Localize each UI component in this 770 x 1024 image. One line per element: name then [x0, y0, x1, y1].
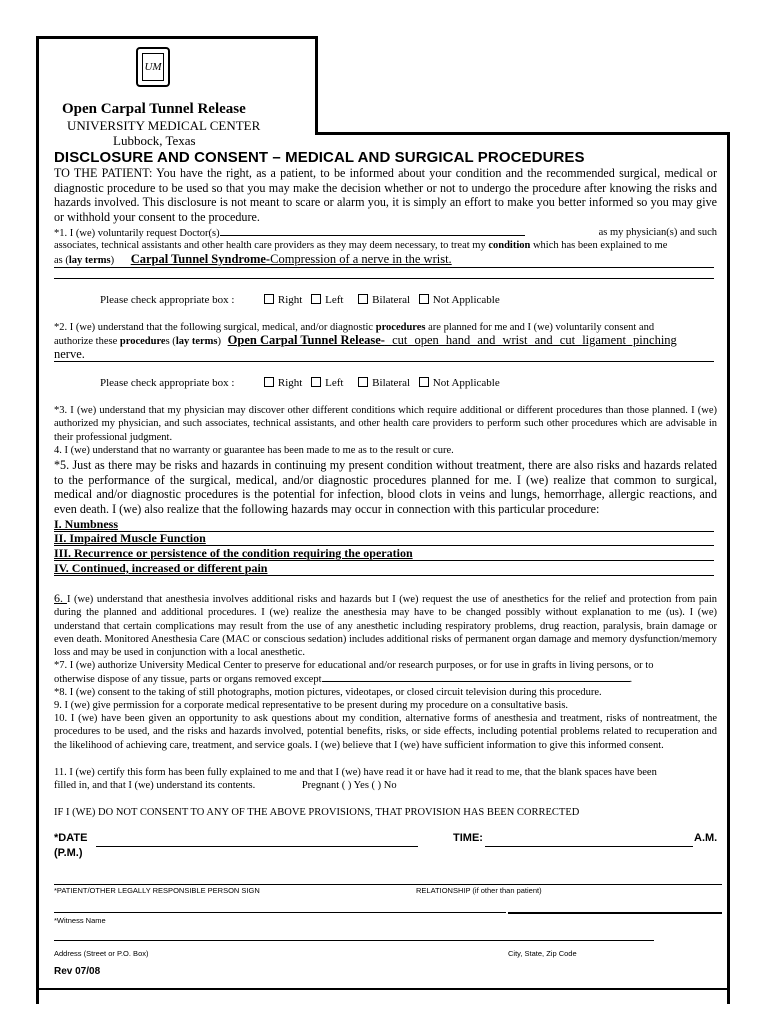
checkbox-bilateral[interactable]: [358, 294, 368, 304]
intro-paragraph: TO THE PATIENT: You have the right, as a patient, to be informed about your condition and the recommended surgical, medical or diagnostic procedure to be used so that you may make the decision whether or not to undergo the procedure after knowing the risks and hazards involved. This disclosure is not meant to scare or alarm you, it is simply an effort to make you better informed so you may give or withhold your consent to the procedure.: [54, 166, 717, 224]
item-5-paragraph: *5. Just as there may be risks and hazards in continuing my present condition without treatment, there are also risks and hazards related to the performance of the surgical, medical, and/or diagnostic procedures planned for me. I (we) realize that common to surgical, medical and/or diagnostic procedures is the potential for infection, blood clots in veins and lungs, hemorrhage, allergic reactions, and even death. I (we) also realize that the following hazards may occur in connection with this particular procedure:: [54, 458, 717, 516]
no-consent-notice: IF I (WE) DO NOT CONSENT TO ANY OF THE ABOVE PROVISIONS, THAT PROVISION HAS BEEN CORRECTED: [54, 807, 580, 818]
item-2-s: s (: [165, 336, 176, 347]
doctor-field[interactable]: [220, 226, 525, 236]
procedure-description: cut open hand and wrist and cut ligament pinching: [384, 333, 677, 347]
time-field[interactable]: [485, 846, 693, 847]
relationship-field[interactable]: [508, 912, 722, 914]
institution-city: Lubbock, Texas: [113, 133, 196, 148]
frame-border-top: [36, 36, 318, 39]
pm-label: (P.M.): [54, 847, 83, 859]
procedure-description-end: nerve.: [54, 347, 85, 361]
item-2-text: *2. I (we) understand that the following surgical, medical, and/or diagnostic: [54, 322, 376, 333]
checkbox-left-label: Left: [325, 377, 344, 389]
witness-name-label: *Witness Name: [54, 916, 106, 925]
checkbox-bilateral-label: Bilateral: [372, 294, 411, 306]
item-1-text-end: which has been explained to me: [530, 240, 668, 251]
checkbox-na-label: Not Applicable: [432, 294, 500, 306]
item-9-paragraph: 9. I (we) give permission for a corporate medical representative to be present during my procedure on a consultative basis.: [54, 700, 569, 711]
item-2-lay-terms: lay terms: [175, 336, 218, 347]
relationship-label: RELATIONSHIP (if other than patient): [416, 886, 542, 895]
item-7-line-2: otherwise dispose of any tissue, parts or organs removed except .: [54, 674, 633, 685]
item-2-authorize: authorize these: [54, 336, 120, 347]
item-1-prefix: *1. I (we) voluntarily request Doctor(s): [54, 228, 220, 239]
patient-signature-label: *PATIENT/OTHER LEGALLY RESPONSIBLE PERSON SIGN: [54, 886, 260, 895]
item-11-line-2: [54, 779, 717, 792]
checkbox-left[interactable]: [311, 294, 321, 304]
frame-border-left: [36, 36, 39, 1004]
hazard-2: II. Impaired Muscle Function: [54, 532, 714, 546]
item-2-procedures-label: procedures: [375, 322, 426, 333]
item-8-paragraph: *8. I (we) consent to the taking of still photographs, motion pictures, videotapes, or closed circuit television during this procedure.: [54, 687, 602, 698]
item-2-procedure-label: procedure: [119, 336, 166, 347]
item-6-number: 6.: [54, 591, 67, 605]
item-7-line-1: *7. I (we) authorize University Medical Center to preserve for educational and/or research purposes, or for use in grafts in living persons, or to: [54, 660, 654, 671]
frame-border-top-right: [315, 132, 730, 135]
item-7-text: otherwise dispose of any tissue, parts or organs removed except: [54, 674, 322, 685]
item-2-paren: ): [217, 336, 222, 347]
side-checkboxes-2: [100, 377, 500, 389]
as-label: as (: [54, 255, 69, 266]
city-state-zip-label: City, State, Zip Code: [508, 949, 577, 958]
condition-name: Carpal Tunnel Syndrome-: [130, 252, 271, 266]
item-2-text-end: are planned for me and I (we) voluntarily consent and: [425, 322, 655, 333]
time-label: TIME:: [453, 832, 483, 844]
frame-border-bottom: [36, 988, 730, 990]
procedure-name: Open Carpal Tunnel Release-: [227, 333, 385, 347]
checkbox-not-applicable[interactable]: [419, 294, 429, 304]
item-6-text: I (we) understand that anesthesia involves additional risks and hazards but I (we) request the use of anesthetics for the relief and protection from pain during the planned and additional procedures. I (we) realize the anesthesia may have to be changed possibly without explanation to me (us). I (we) understand that certain complications may result from the use of any anesthetic including respiratory problems, drug reaction, paralysis, brain damage or even death. Monitored Anesthesia Care (MAC or conscious sedation) includes additional risks of permanent organ damage and memory dysfunction/memory loss and may be used in conjunction with a local anesthetic.: [54, 594, 718, 659]
checkbox-bilateral-label: Bilateral: [372, 377, 411, 389]
procedure-title: Open Carpal Tunnel Release: [62, 101, 246, 117]
item-6-paragraph: [54, 592, 717, 659]
revision-label: Rev 07/08: [54, 966, 101, 977]
item-1-condition-label: condition: [488, 240, 531, 251]
date-field[interactable]: [96, 846, 418, 847]
address-label: Address (Street or P.O. Box): [54, 949, 149, 958]
item-1-suffix: as my physician(s) and such: [598, 227, 717, 238]
witness-name-field[interactable]: [54, 912, 506, 913]
check-label: Please check appropriate box :: [100, 377, 235, 389]
logo-text: UM: [142, 53, 164, 81]
checkbox-right[interactable]: [264, 294, 274, 304]
patient-signature-field[interactable]: [54, 884, 722, 885]
item-10-paragraph: 10. I (we) have been given an opportunity to ask questions about my condition, alternative forms of anesthesia and treatment, risks of nontreatment, the procedures to be used, and the risks and hazards involved, potential benefits, risks, or side effects, including potential problems related to recuperation and the likelihood of achieving care, treatment, and service goals. I (we) believe that I (we) have sufficient information to give this informed consent.: [54, 713, 717, 751]
paren-close: ): [110, 255, 115, 266]
am-label: A.M.: [694, 832, 718, 844]
item-4-paragraph: 4. I (we) understand that no warranty or guarantee has been made to me as to the result or cure.: [54, 445, 454, 456]
condition-field[interactable]: [54, 252, 714, 268]
checkbox-not-applicable[interactable]: [419, 377, 429, 387]
pregnant-options[interactable]: Pregnant ( ) Yes ( ) No: [301, 780, 397, 791]
checkbox-right-label: Right: [277, 294, 303, 306]
tissue-exception-field[interactable]: [322, 672, 630, 682]
hazard-4: IV. Continued, increased or different pain: [54, 562, 714, 576]
frame-border-step: [315, 36, 318, 134]
item-11-line-1: 11. I (we) certify this form has been fully explained to me and that I (we) have read it or have had it read to me, that the blank spaces have been: [54, 767, 657, 778]
checkbox-left[interactable]: [311, 377, 321, 387]
form-title: DISCLOSURE AND CONSENT – MEDICAL AND SURGICAL PROCEDURES: [54, 149, 585, 166]
hazard-1: I. Numbness: [54, 518, 714, 532]
condition-field-line-2: [54, 278, 714, 279]
checkbox-left-label: Left: [325, 294, 344, 306]
check-label: Please check appropriate box :: [100, 294, 235, 306]
procedure-field-line-2[interactable]: [54, 348, 714, 362]
lay-terms-label: lay terms: [68, 255, 111, 266]
condition-description: Compression of a nerve in the wrist.: [270, 252, 452, 266]
checkbox-bilateral[interactable]: [358, 377, 368, 387]
address-field[interactable]: [54, 940, 654, 941]
checkbox-right[interactable]: [264, 377, 274, 387]
item-1-text: associates, technical assistants and other health care providers as they may deem necessary, to treat my: [54, 240, 489, 251]
item-11-text: filled in, and that I (we) understand its contents.: [54, 780, 256, 791]
frame-border-right: [727, 132, 730, 1004]
checkbox-right-label: Right: [277, 377, 303, 389]
date-label: *DATE: [54, 832, 88, 844]
institution-name: UNIVERSITY MEDICAL CENTER: [67, 118, 261, 133]
hazard-3: III. Recurrence or persistence of the condition requiring the operation: [54, 547, 714, 561]
item-3-paragraph: *3. I (we) understand that my physician may discover other different conditions which require additional or different procedures than those planned. I (we) authorized my physician, and such associates, technical assistants, and other health care providers to perform such other procedures which are advisable in their professional judgment.: [54, 405, 717, 443]
checkbox-na-label: Not Applicable: [432, 377, 500, 389]
university-seal-icon: [136, 47, 170, 87]
side-checkboxes-1: [100, 294, 500, 306]
item-1-line-2: [54, 239, 717, 252]
